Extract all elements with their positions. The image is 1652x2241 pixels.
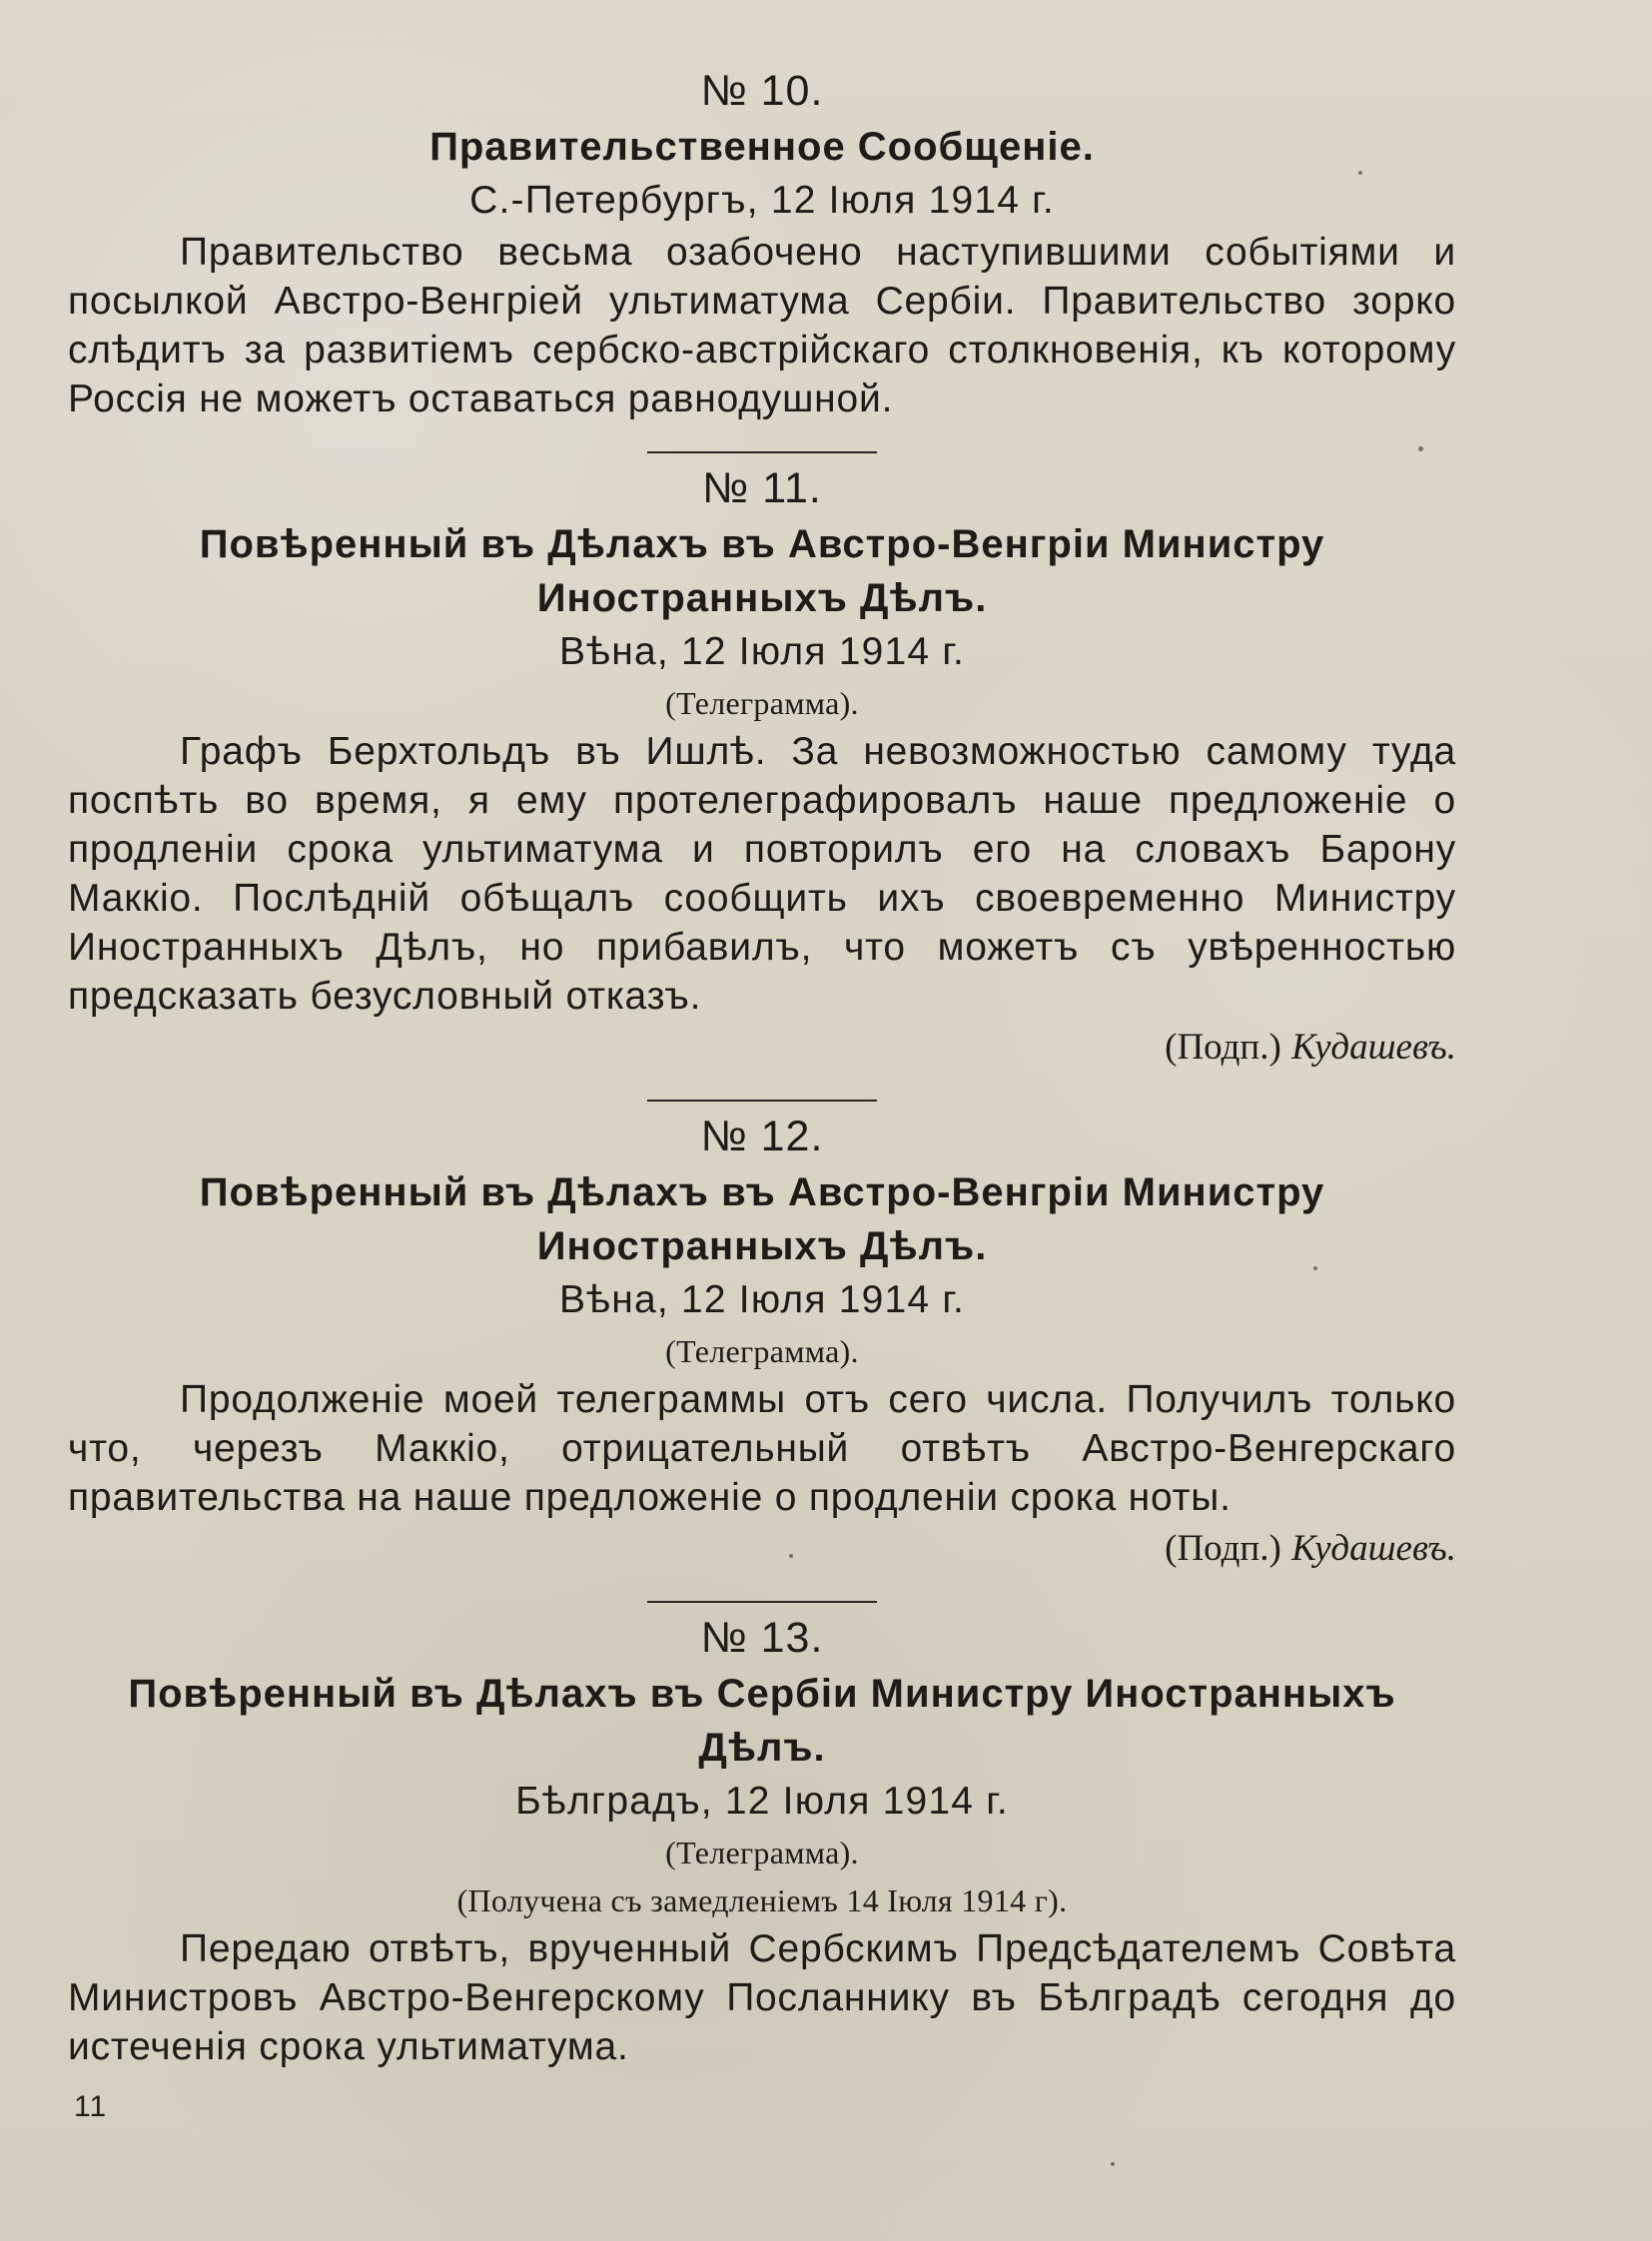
section-paragraph <box>68 228 1456 423</box>
signature-name: Кудашевъ. <box>1291 1027 1456 1068</box>
section-paragraph <box>68 727 1456 1021</box>
section-paragraph <box>68 1375 1456 1522</box>
section-document-type: (Телеграмма). <box>665 1835 859 1870</box>
section-place-date: С.-Петербургъ, 12 Іюля 1914 г. <box>469 179 1055 222</box>
signature-label: (Подп.) <box>1165 1528 1281 1569</box>
section-13 <box>68 1609 1456 2071</box>
paragraph-text: Правительство весьма озабочено наступившими событіями и посылкой Австро-Венгріей ультиматума Сербіи. Правительство зорко слѣдитъ за развитіемъ сербско-австрійскаго столкновенія, къ которому Россія не можетъ оставаться равнодушной. <box>68 231 1456 420</box>
section-title: Повѣренный въ Дѣлахъ въ Сербіи Министру Иностранныхъ Дѣлъ. <box>128 1672 1396 1770</box>
section-number: № 11. <box>702 464 822 512</box>
section-number: № 10. <box>700 67 824 115</box>
section-12 <box>68 1108 1456 1573</box>
section-title: Повѣренный въ Дѣлахъ въ Австро-Венгріи Министру Иностранныхъ Дѣлъ. <box>199 1170 1325 1268</box>
paragraph-text: Передаю отвѣтъ, врученный Сербскимъ Предсѣдателемъ Совѣта Министровъ Австро-Венгерскому Посланнику въ Бѣлградѣ сегодня до истеченія срока ультиматума. <box>68 1927 1456 2068</box>
section-11 <box>68 459 1456 1072</box>
section-document-type: (Телеграмма). <box>665 1333 859 1369</box>
paragraph-text: Продолженіе моей телеграммы отъ сего числа. Получилъ только что, черезъ Маккіо, отрицательный отвѣтъ Австро-Венгерскаго правительства на наше предложеніе о продленіи срока ноты. <box>68 1378 1456 1519</box>
speck <box>1111 2162 1115 2166</box>
section-note: (Получена съ замедленіемъ 14 Іюля 1914 г). <box>456 1882 1068 1918</box>
document-content <box>68 62 1456 2071</box>
section-title: Правительственное Сообщеніе. <box>429 125 1095 169</box>
signature-name: Кудашевъ. <box>1291 1528 1456 1569</box>
signature-line <box>68 1023 1456 1072</box>
paragraph-text: Графъ Берхтольдъ въ Ишлѣ. За невозможностью самому туда поспѣть во время, я ему протелеграфировалъ наше предложеніе о продленіи срока ультиматума и повторилъ его на словахъ Барону Маккіо. Послѣдній обѣщалъ сообщить ихъ своевременно Министру Иностранныхъ Дѣлъ, но прибавилъ, что можетъ съ увѣренностью предсказать безусловный отказъ. <box>68 730 1456 1018</box>
section-document-type: (Телеграмма). <box>665 685 859 721</box>
section-place-date: Вѣна, 12 Іюля 1914 г. <box>558 1278 966 1321</box>
section-number: № 13. <box>700 1614 824 1662</box>
section-paragraph <box>68 1924 1456 2071</box>
section-divider <box>647 1100 877 1102</box>
section-divider <box>647 451 877 453</box>
section-place-date: Бѣлградъ, 12 Іюля 1914 г. <box>515 1780 1009 1823</box>
section-10 <box>68 62 1456 423</box>
signature-line <box>68 1524 1456 1573</box>
section-number: № 12. <box>700 1113 824 1160</box>
section-place-date: Вѣна, 12 Іюля 1914 г. <box>558 630 966 673</box>
section-divider <box>647 1601 877 1603</box>
signature-label: (Подп.) <box>1165 1027 1281 1068</box>
page-number: 11 <box>74 2090 108 2123</box>
section-title: Повѣренный въ Дѣлахъ въ Австро-Венгріи Министру Иностранныхъ Дѣлъ. <box>199 522 1325 620</box>
